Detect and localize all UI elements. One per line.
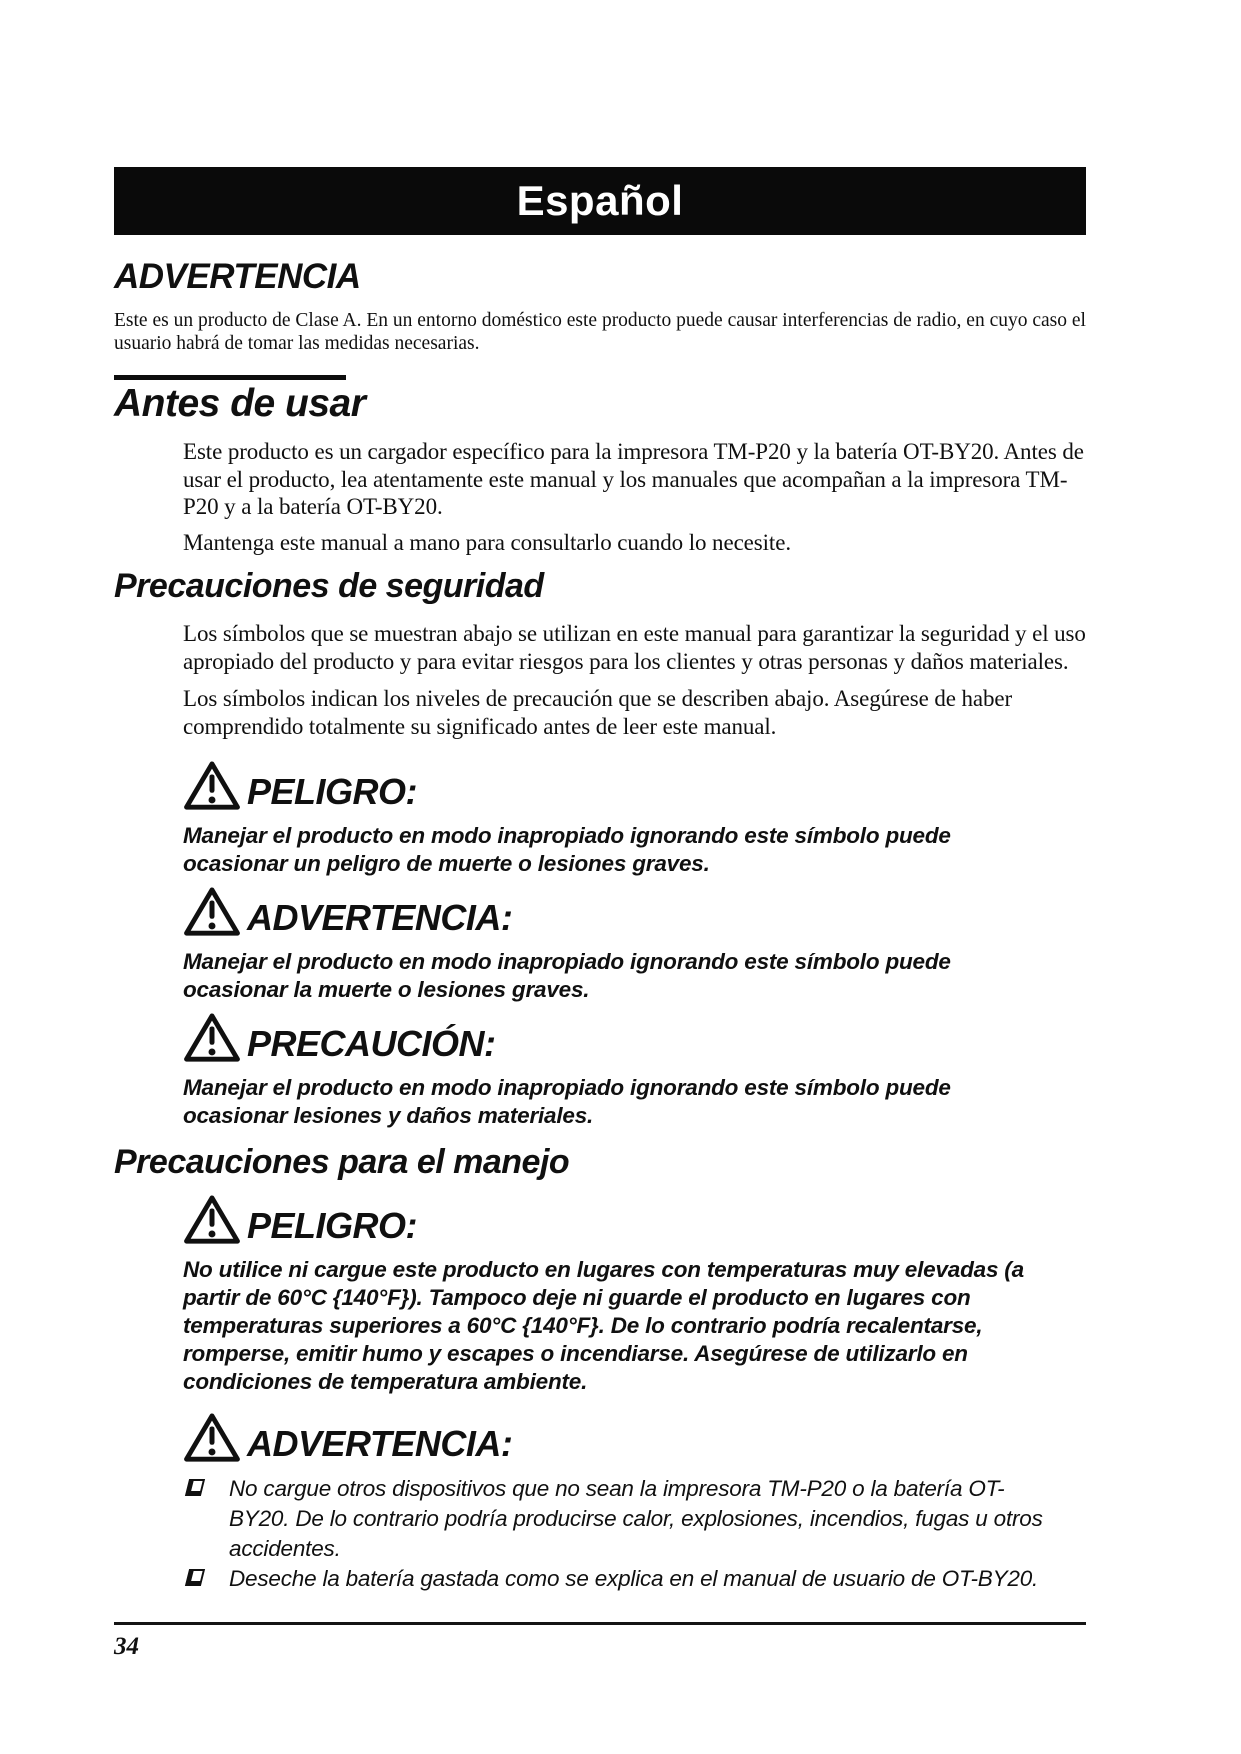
safety-paragraph: Los símbolos indican los niveles de precaución que se describen abajo. Asegúrese de haber comprendido totalmente su significado antes de leer este manual. bbox=[183, 686, 1013, 739]
handling-warning-heading bbox=[183, 1412, 1086, 1464]
warning-triangle-icon bbox=[183, 1412, 241, 1464]
warning-notice-title: ADVERTENCIA bbox=[114, 257, 361, 296]
danger-label: PELIGRO: bbox=[247, 771, 418, 812]
danger-body: Manejar el producto en modo inapropiado ignorando este símbolo puede ocasionar un peligro de muerte o lesiones graves. bbox=[183, 823, 951, 876]
list-item bbox=[183, 1474, 1063, 1564]
caution-body: Manejar el producto en modo inapropiado ignorando este símbolo puede ocasionar lesiones y daños materiales. bbox=[183, 1075, 951, 1128]
warning-heading bbox=[183, 886, 1086, 938]
handling-danger-heading bbox=[183, 1194, 1086, 1246]
handling-danger-label: PELIGRO: bbox=[247, 1205, 418, 1246]
warning-body: Manejar el producto en modo inapropiado ignorando este símbolo puede ocasionar la muerte o lesiones graves. bbox=[183, 949, 951, 1002]
warning-triangle-icon bbox=[183, 1194, 241, 1246]
handling-precautions-title: Precauciones para el manejo bbox=[114, 1143, 570, 1181]
caution-heading bbox=[183, 1012, 1086, 1064]
before-use-paragraph: Mantenga este manual a mano para consultarlo cuando lo necesite. bbox=[183, 529, 791, 555]
before-use-paragraph: Este producto es un cargador específico para la impresora TM-P20 y la batería OT-BY20. Antes de usar el producto, lea atentamente este manual y los manuales que acompañan a la impresora TM-P20 y a la batería OT-BY20. bbox=[183, 439, 1084, 519]
warning-label: ADVERTENCIA: bbox=[247, 897, 513, 938]
bullet-text: No cargue otros dispositivos que no sean la impresora TM-P20 o la batería OT-BY20. De lo contrario podría producirse calor, explosiones, incendios, fugas u otros accidentes. bbox=[229, 1476, 1043, 1561]
section-overline bbox=[114, 375, 346, 380]
square-bullet-icon bbox=[185, 1479, 205, 1496]
warning-triangle-icon bbox=[183, 1012, 241, 1064]
warning-notice-body: Este es un producto de Clase A. En un entorno doméstico este producto puede causar interferencias de radio, en cuyo caso el usuario habrá de tomar las medidas necesarias. bbox=[114, 310, 1086, 354]
before-use-section-head bbox=[114, 375, 1086, 424]
handling-warning-label: ADVERTENCIA: bbox=[247, 1423, 513, 1464]
square-bullet-icon bbox=[185, 1569, 205, 1586]
safety-precautions-title: Precauciones de seguridad bbox=[114, 567, 544, 605]
safety-paragraph: Los símbolos que se muestran abajo se utilizan en este manual para garantizar la seguridad y el uso apropiado del producto y para evitar riesgos para los clientes y otras personas y daños materiales. bbox=[183, 621, 1086, 674]
before-use-title: Antes de usar bbox=[114, 382, 366, 425]
footer-rule bbox=[114, 1622, 1086, 1625]
language-banner-title: Español bbox=[516, 177, 684, 224]
warning-triangle-icon bbox=[183, 760, 241, 812]
safety-precautions-body bbox=[183, 620, 1086, 1130]
caution-label: PRECAUCIÓN: bbox=[247, 1023, 496, 1064]
bullet-text: Deseche la batería gastada como se explica en el manual de usuario de OT-BY20. bbox=[229, 1566, 1039, 1591]
handling-warning-bullet-list bbox=[183, 1474, 1063, 1594]
danger-heading bbox=[183, 760, 1086, 812]
handling-precautions-body bbox=[183, 1194, 1086, 1594]
warning-triangle-icon bbox=[183, 886, 241, 938]
language-banner bbox=[114, 167, 1086, 235]
list-item bbox=[183, 1564, 1063, 1594]
handling-danger-body: No utilice ni cargue este producto en lugares con temperaturas muy elevadas (a partir de 60°C {140°F}). Tampoco deje ni guarde el producto en lugares con temperaturas superiores a 60°C {140°F}. De lo contrario podría recalentarse, romperse, emitir humo y escapes o incendiarse. Asegúrese de utilizarlo en condiciones de temperatura ambiente. bbox=[183, 1257, 1024, 1394]
before-use-body bbox=[183, 438, 1086, 556]
page-number: 34 bbox=[114, 1633, 139, 1660]
